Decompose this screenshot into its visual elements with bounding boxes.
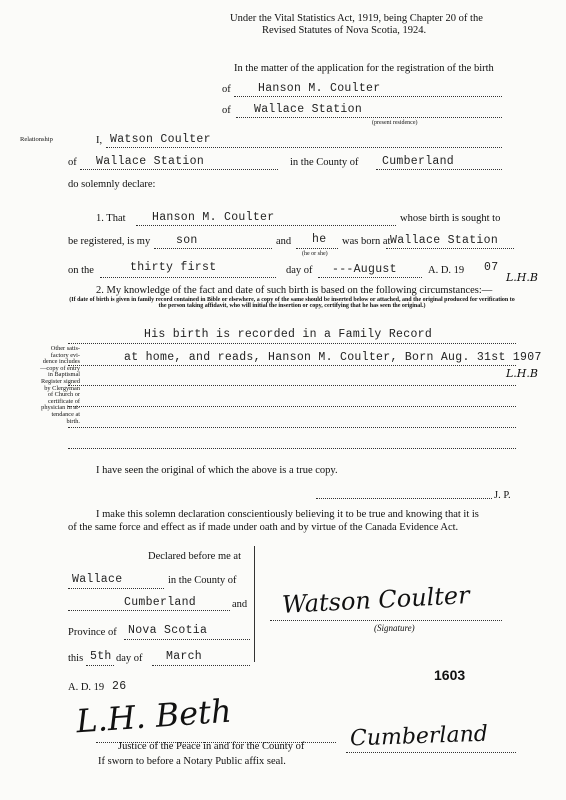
declared-province: Nova Scotia (128, 624, 208, 637)
justice-county: Cumberland (349, 721, 489, 752)
signature-line (270, 620, 502, 621)
margin-relationship: Relationship (20, 136, 53, 143)
item1-initials: L.H.B (506, 271, 538, 284)
declared-province-label: Province of (68, 627, 117, 638)
justice-county-line (346, 752, 516, 753)
item1-born-label: was born at (342, 236, 391, 247)
item1-pronoun-line (296, 248, 338, 249)
margin-other-evidence: Other satis- factory evi- dence includes —copy of entry in Baptismal Register signed by Clergyman of Church or certificate of physician in at- tendance at birth. (40, 345, 80, 425)
declarant-county-line (376, 169, 502, 170)
declared-place: Wallace (72, 573, 123, 586)
declarant-name: Watson Coulter (110, 133, 211, 146)
declarant-county-label: in the County of (290, 157, 359, 168)
declared-month-line (152, 665, 250, 666)
item1-born-place: Wallace Station (390, 234, 499, 247)
solemn-line-1: I make this solemn declaration conscientiously believing it to be true and knowing that it is (96, 509, 479, 520)
declared-month: March (166, 650, 203, 663)
justice-label: Justice of the Peace in and for the County of (118, 741, 305, 752)
item1-registered-label: be registered, is my (68, 236, 151, 247)
item1-born-line (386, 248, 514, 249)
item1-month-line (318, 277, 422, 278)
header-line-2: Revised Statutes of Nova Scotia, 1924. (262, 25, 427, 36)
declarant-i-label: I, (96, 135, 103, 146)
item1-relation-line (154, 248, 272, 249)
declarant-name-line (106, 147, 502, 148)
declared-year: 26 (112, 680, 127, 693)
item2-record-line-1: His birth is recorded in a Family Record (144, 328, 433, 341)
declarant-place: Wallace Station (96, 155, 205, 168)
pronoun-caption: (he or she) (302, 251, 328, 257)
item1-pronoun: he (312, 233, 327, 246)
declared-and-label: and (232, 599, 248, 610)
declared-before: Declared before me at (148, 551, 241, 562)
declared-day-of: day of (116, 653, 143, 664)
item1-year: 07 (484, 261, 499, 274)
item2-heading: 2. My knowledge of the fact and date of such birth is based on the following circumstances:— (96, 285, 493, 296)
declared-this-label: this (68, 653, 84, 664)
item1-day-line (100, 277, 276, 278)
matter-intro: In the matter of the application for the registration of the birth (234, 63, 494, 74)
declared-day: 5th (90, 650, 112, 663)
item1-ad-label: A. D. 19 (428, 265, 465, 276)
declared-province-line (124, 639, 250, 640)
declarant-signature: Watson Coulter (281, 581, 471, 619)
seen-original: I have seen the original of which the above is a true copy. (96, 465, 338, 476)
matter-of-label-2: of (222, 105, 231, 116)
registration-number: 1603 (434, 667, 466, 683)
declarant-place-line (80, 169, 278, 170)
item1-sought-text: whose birth is sought to (400, 213, 501, 224)
matter-residence-line (236, 117, 502, 118)
matter-residence: Wallace Station (254, 103, 363, 116)
item1-and-label: and (276, 236, 292, 247)
residence-caption: (present residence) (372, 120, 418, 126)
matter-child-name: Hanson M. Coulter (258, 82, 381, 95)
declared-divider (254, 546, 255, 662)
item2-line-4 (68, 406, 516, 407)
item1-that-label: 1. That (96, 213, 126, 224)
declarant-county: Cumberland (382, 155, 455, 168)
item2-line-2 (68, 365, 516, 366)
item2-initials: L.H.B (506, 367, 538, 380)
solemn-line-2: of the same force and effect as if made under oath and by virtue of the Canada Evidence Act. (68, 522, 459, 533)
declared-county-label: in the County of (168, 575, 237, 586)
signature-caption: (Signature) (374, 623, 415, 633)
justice-signature: L.H. Beth (74, 691, 233, 741)
item2-line-6 (68, 448, 516, 449)
item1-on-the: on the (68, 265, 94, 276)
item1-day: thirty first (130, 261, 217, 274)
matter-of-label: of (222, 84, 231, 95)
jp-label: J. P. (494, 490, 511, 501)
declared-day-line (86, 665, 114, 666)
item1-month: ---August (332, 263, 397, 276)
item1-child-line (136, 225, 396, 226)
declared-place-line (68, 588, 164, 589)
item2-line-5 (68, 427, 516, 428)
item1-day-of: day of (286, 265, 313, 276)
declared-county: Cumberland (124, 596, 197, 609)
matter-name-line (234, 96, 502, 97)
jp-line (316, 498, 492, 499)
item2-record-line-2: at home, and reads, Hanson M. Coulter, Born Aug. 31st 1907 (124, 351, 542, 364)
item1-relation: son (176, 234, 198, 247)
declarant-of-label: of (68, 157, 77, 168)
item1-child-name: Hanson M. Coulter (152, 211, 275, 224)
declare-text: do solemnly declare: (68, 179, 156, 190)
notary-note: If sworn to before a Notary Public affix seal. (98, 756, 286, 767)
header-line-1: Under the Vital Statistics Act, 1919, being Chapter 20 of the (230, 13, 483, 24)
item2-line-3 (68, 385, 516, 386)
declared-county-line (68, 610, 230, 611)
item2-note: (If date of birth is given in family record contained in Bible or elsewhere, a copy of the same should be inserted below or attached, and the original produced for verification to the person taking affidavit, who will initial the insertion or copy, certifying that he has seen the original.) (69, 297, 515, 310)
declared-ad-label: A. D. 19 (68, 682, 105, 693)
item2-line-1 (68, 343, 516, 344)
